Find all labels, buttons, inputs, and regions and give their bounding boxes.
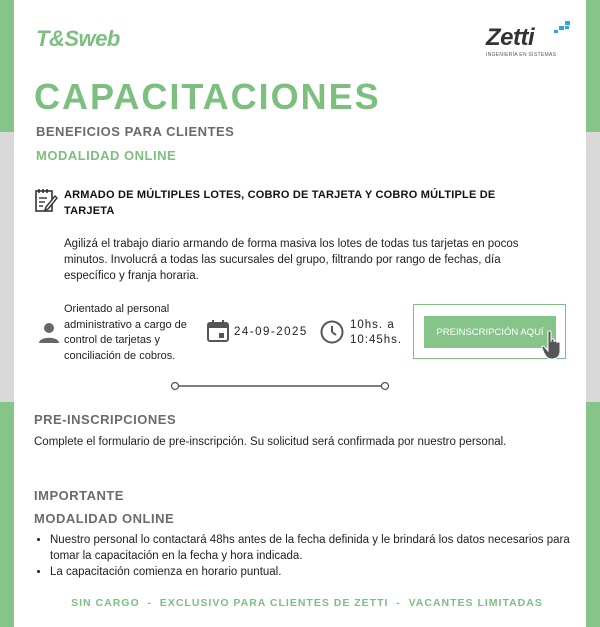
calendar-icon [207,320,229,342]
left-accent-bar-bottom [0,402,14,627]
course-description: Agilizá el trabajo diario armando de forma masiva los lotes de todas tus tarjetas en pocos minutos. Involucrá a todas las sucursales del grupo, filtrando por rango de fechas, día específico y franja horaria. [64,238,519,282]
course-time: 10hs. a 10:45hs. [350,319,403,346]
important-subheading: MODALIDAD ONLINE [34,511,175,526]
preinscriptions-text: Complete el formulario de pre-inscripción. Su solicitud será confirmada por nuestro personal. [34,436,507,448]
important-heading: IMPORTANTE [34,488,124,503]
page-title: CAPACITACIONES [34,76,381,117]
right-accent-bar-bottom [586,402,600,627]
zetti-logo-word: Zetti [486,24,535,51]
modality-label: MODALIDAD ONLINE [36,148,177,163]
zetti-logo-dots-icon [552,20,572,36]
course-title: ARMADO DE MÚLTIPLES LOTES, COBRO DE TARJETA Y COBRO MÚLTIPLE DE TARJETA [64,189,496,217]
person-icon [38,322,60,344]
left-accent-bar-top [0,0,14,132]
note-edit-icon [34,188,58,214]
right-accent-bar-top [586,0,600,132]
right-accent-bar-middle [586,132,600,402]
important-list [34,532,580,580]
pointer-hand-icon [541,330,565,360]
preinscription-button[interactable]: PREINSCRIPCIÓN AQUÍ [424,316,556,348]
list-item: • Nuestro personal lo contactará 48hs antes de la fecha definida y le brindará los datos necesarios para tomar la capacitación en la fecha y hora indicada. [50,532,580,564]
list-item: • La capacitación comienza en horario puntual. [50,564,580,580]
footer-banner: SIN CARGO - EXCLUSIVO PARA CLIENTES DE ZETTI - VACANTES LIMITADAS [71,597,543,609]
zetti-logo-tagline: INGENIERÍA EN SISTEMAS [486,52,557,58]
course-date: 24-09-2025 [234,326,308,338]
course-audience: Orientado al personal administrativo a cargo de control de tarjetas y conciliación de cobros. [64,303,187,362]
page-subtitle: BENEFICIOS PARA CLIENTES [36,124,235,139]
preinscriptions-heading: PRE-INSCRIPCIONES [34,412,177,427]
clock-icon [320,320,344,344]
zetti-logo [486,20,576,58]
section-divider [170,381,390,391]
tsweb-logo: T&Sweb [36,26,120,51]
left-accent-bar-middle [0,132,14,402]
